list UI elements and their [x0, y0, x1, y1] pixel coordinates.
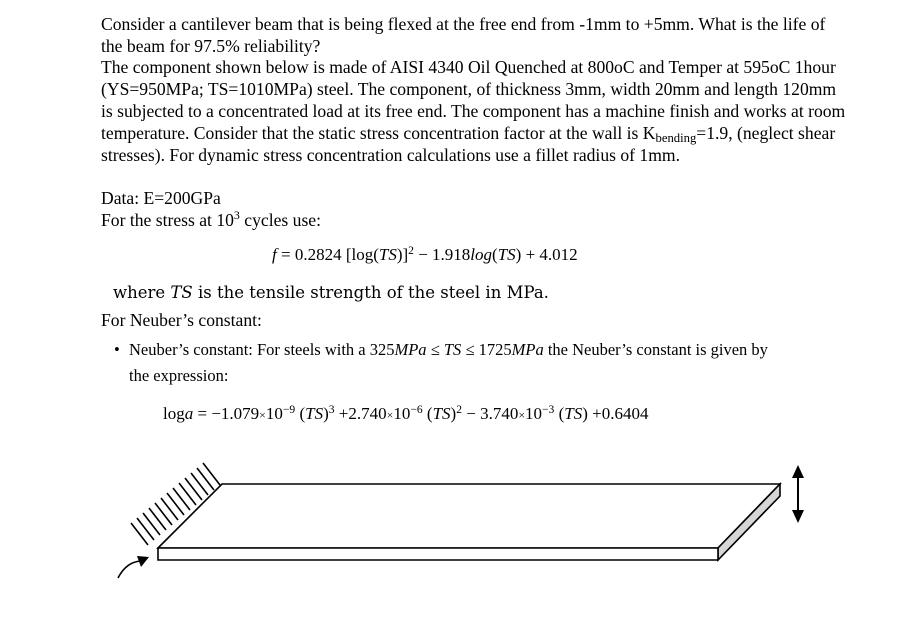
neuber-leq-1: ≤ — [426, 340, 444, 359]
eq-f-lhs: f — [272, 245, 277, 264]
eq-log-c1: = −1.079 — [193, 404, 260, 423]
neuber-mpa-2: MPa — [511, 340, 544, 359]
eq-log-ten-1: 10 — [265, 404, 283, 423]
neuber-leq-2: ≤ 1725 — [461, 340, 512, 359]
fillet-indicator — [118, 556, 149, 578]
eq-log-ten-2: 10 — [393, 404, 411, 423]
where-ts: TS — [170, 283, 193, 302]
data-line: Data: E=200GPa — [101, 188, 221, 208]
eq-log-power-2: 2 — [456, 402, 462, 416]
bullet-icon: • — [114, 340, 120, 359]
eq-log-times-3: × — [518, 408, 526, 422]
where-post: is the tensile strength of the steel in MPa. — [192, 283, 549, 302]
k-subscript: bending — [655, 131, 697, 146]
stress-exponent: 3 — [233, 208, 240, 223]
eq-log-c4: +0.6404 — [587, 404, 649, 423]
eq-log-exp-2: −6 — [410, 402, 423, 416]
beam-front-face — [158, 548, 718, 560]
neuber-text-post: the Neuber’s constant is given by the expression: — [129, 340, 768, 385]
stress-line — [101, 209, 851, 231]
given-text-1: The component shown below is made of AISI 4340 Oil Quenched at 800oC and Temper at 595oC 1hour (YS=950MPa; TS=1010MPa) steel. The component, of thickness 3mm, width 20mm and length 120mm is subjected to a concentrated load at its free end. The component has a machine finish and works at room temperature. Consider that the static stress concentration factor at the wall is K — [101, 57, 846, 143]
neuber-text-pre: Neuber’s constant: For steels with a 325 — [129, 340, 395, 359]
eq-log-c3: − 3.740 — [461, 404, 519, 423]
eq-log-ts-3: TS — [564, 404, 583, 423]
beam-top-face — [158, 484, 780, 548]
neuber-heading: For Neuber’s constant: — [101, 310, 262, 330]
eq-f-ts1: TS — [378, 245, 397, 264]
eq-log-exp-3: −3 — [542, 402, 555, 416]
given-text-2: =1.9, (neglect shear stresses). For dynamic stress concentration calculations use a fillet radius of 1mm. — [101, 123, 836, 165]
eq-log-a: a — [184, 404, 194, 423]
eq-log-ten-3: 10 — [525, 404, 543, 423]
stress-suffix: cycles use: — [239, 210, 322, 230]
eq-log-log: log — [163, 404, 185, 423]
eq-log-ts-1: TS — [305, 404, 324, 423]
eq-f-log: log — [470, 245, 493, 264]
eq-log-exp-1: −9 — [282, 402, 296, 416]
eq-f-ts2: TS — [497, 245, 516, 264]
neuber-bullet-text — [129, 337, 769, 389]
cantilever-figure — [0, 440, 916, 626]
eq-f-part5: ) + 4.012 — [515, 245, 578, 264]
eq-f-part1: = 0.2824 [log( — [276, 245, 379, 264]
eq-log-power-3: 3 — [328, 402, 335, 416]
eq-f-part4: ( — [492, 245, 498, 264]
problem-given — [101, 56, 851, 166]
eq-log-ts-2: TS — [432, 404, 451, 423]
where-line — [113, 283, 549, 302]
eq-f-square: 2 — [408, 243, 414, 257]
where-pre: where — [113, 283, 171, 302]
beam — [158, 484, 780, 560]
eq-log-times-1: × — [259, 408, 266, 422]
neuber-ts: TS — [443, 340, 462, 359]
eq-log-c2: +2.740 — [334, 404, 387, 423]
eq-f-part3: − 1.918 — [413, 245, 471, 264]
equation-f — [272, 245, 578, 265]
equation-neuber: $\log a = -1.079\times 10^{-9}$ $(TS)^3 +2.740\times 10^{-6}$ $(TS)^2 - 3.740\times 10^{-3}$ (TS) +0.6404 — [163, 402, 649, 423]
problem-question: Consider a cantilever beam that is being flexed at the free end from -1mm to +5mm. What is the life of the beam for 97.5% reliability? — [101, 14, 826, 56]
eq-log-times-2: × — [386, 408, 394, 422]
eq-f-part2: )] — [396, 245, 409, 264]
load-arrow — [792, 465, 804, 523]
stress-prefix: For the stress at 10 — [101, 210, 234, 230]
neuber-mpa-1: MPa — [394, 340, 427, 359]
